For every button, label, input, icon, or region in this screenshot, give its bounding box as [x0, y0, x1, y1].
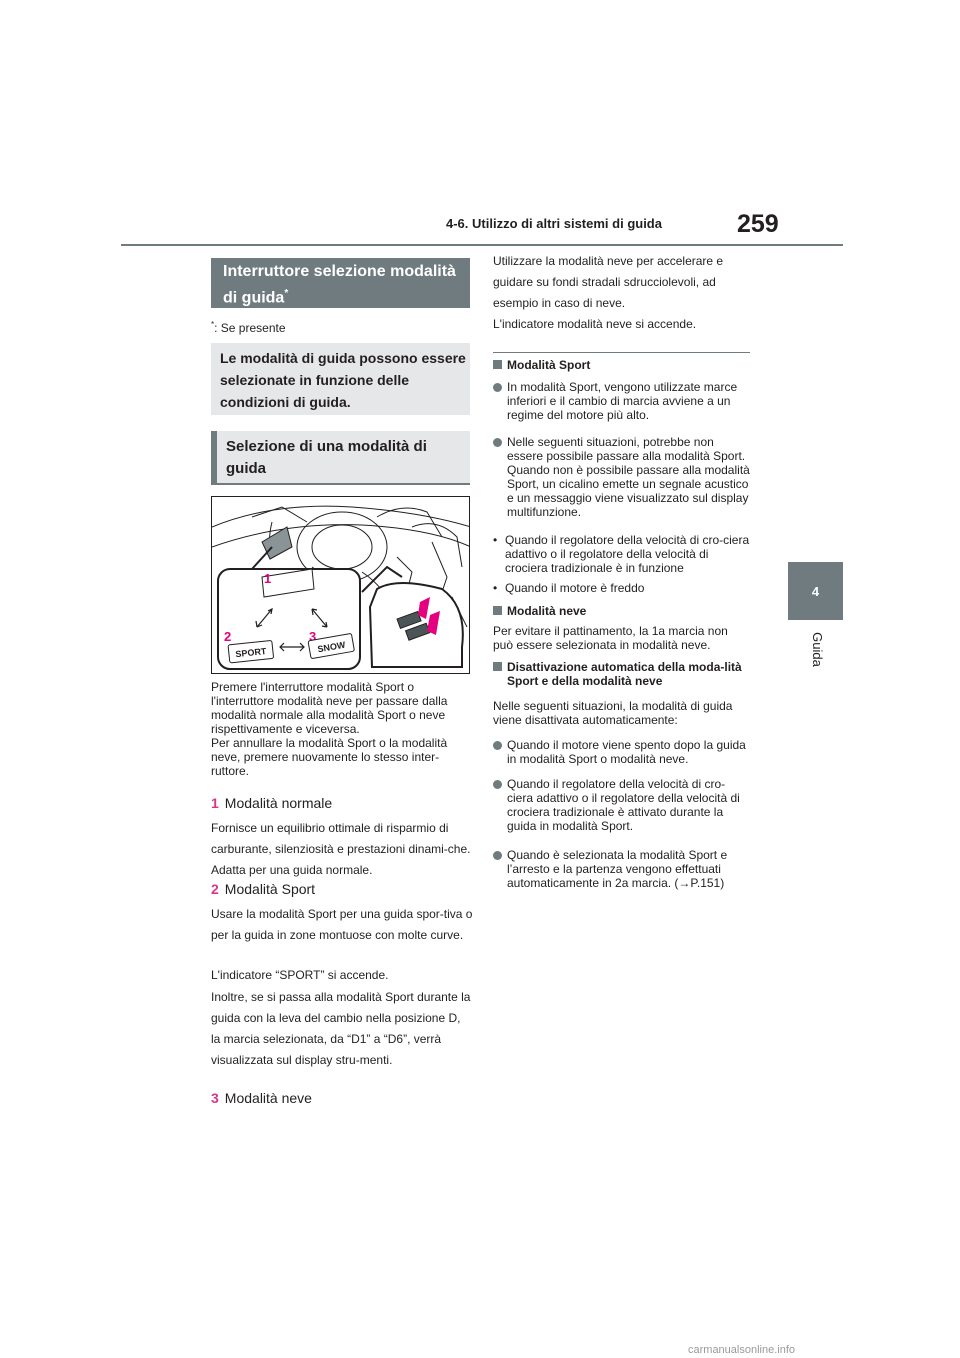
subheading-text: Selezione di una modalità di guida [226, 438, 427, 477]
auto-off-bullet-2: Quando il regolatore della velocità di cro-ciera adattivo o il regolatore della velocità di crociera tradizionale è attivato durante la guida in modalità Sport. [493, 777, 751, 833]
main-heading [211, 258, 470, 308]
subheading [211, 431, 470, 485]
page-reference-link[interactable]: →P.151 [678, 876, 721, 890]
chapter-label-wrap [780, 630, 850, 670]
snow-heading: Modalità neve [493, 604, 751, 618]
sport-bullet-1: In modalità Sport, vengono utilizzate marce inferiori e il cambio di marcia avviene a un regime del motore più alto. [493, 380, 751, 422]
auto-off-text: Nelle seguenti situazioni, la modalità di guida viene disattivata automaticamente: [493, 699, 733, 727]
chapter-label: Guida [809, 632, 825, 667]
section-title: 4-6. Utilizzo di altri sistemi di guida [446, 216, 662, 231]
switch-inset [370, 583, 463, 667]
cancel-text: Per annullare la modalità Sport o la modalità neve, premere nuovamente lo stesso inter-ruttore. [211, 736, 448, 778]
item-2-body2: L'indicatore “SPORT” si accende. [211, 968, 389, 982]
item-3-title: Modalità neve [224, 1090, 312, 1106]
item-3-heading [211, 1090, 312, 1106]
header-divider [121, 244, 843, 246]
sport-sub-1: • Quando il regolatore della velocità di cro-ciera adattivo o il regolatore della velocità di crociera tradizionale è in funzione [493, 533, 751, 575]
item-2-body: Usare la modalità Sport per una guida spor-tiva o per la guida in zone montuose con molte curve. [211, 907, 473, 942]
sport-sub-2: • Quando il motore è freddo [493, 581, 751, 595]
note-mark: * [211, 320, 215, 329]
sport-bullet-2: Nelle seguenti situazioni, potrebbe non essere possibile passare alla modalità Sport. Quando non è possibile passare alla modalità Sport, un cicalino emette un segnale acustico e un messaggio viene visualizzato sul display multifunzione. [493, 435, 751, 519]
snow-button-label: SNOW [316, 639, 347, 655]
item-2-title: Modalità Sport [224, 881, 316, 897]
main-heading-text: Interruttore selezione modalità di guida [223, 263, 456, 307]
item-2-number: 2 [211, 881, 219, 897]
chapter-tab [788, 562, 843, 620]
main-heading-mark: * [284, 288, 289, 299]
intro-text: Le modalità di guida possono essere selezionate in funzione delle condizioni di guida. [220, 350, 466, 410]
item-1-heading [211, 795, 332, 811]
item-2-heading [211, 881, 315, 897]
callout-1: 1 [264, 571, 272, 586]
press-text: Premere l'interruttore modalità Sport o l'interruttore modalità neve per passare dalla modalità normale alla modalità Sport o neve rispettivamente e viceversa. [211, 680, 448, 736]
note-text: : Se presente [214, 321, 286, 335]
press-instruction [211, 680, 473, 778]
snow-text: Per evitare il pattinamento, la 1a marcia non può essere selezionata in modalità neve. [493, 624, 728, 652]
item-1-body: Fornisce un equilibrio ottimale di risparmio di carburante, silenziosità e prestazioni dinami-che. Adatta per una guida normale. [211, 821, 471, 877]
auto-off-heading: Disattivazione automatica della moda-lità Sport e della modalità neve [493, 660, 751, 688]
intro-box [211, 343, 470, 415]
auto-off-bullet-3 [493, 848, 751, 890]
item-1-title: Modalità normale [224, 795, 333, 811]
page-number: 259 [737, 210, 779, 238]
item-3-body: Utilizzare la modalità neve per accelerare e guidare su fondi stradali sdrucciolevoli, ad esempio in caso di neve. [493, 254, 724, 310]
item-2-body3: Inoltre, se si passa alla modalità Sport durante la guida con la leva del cambio nella posizione D, la marcia selezionata, da “D1” a “D6”, verrà visualizzata sul display stru-menti. [211, 990, 471, 1067]
footer-watermark: carmanualsonline.info [688, 1344, 796, 1356]
callout-2: 2 [224, 629, 232, 644]
chapter-number: 4 [811, 583, 820, 599]
sport-button-label: SPORT [234, 646, 267, 660]
auto-off-bullet-1: Quando il motore viene spento dopo la guida in modalità Sport o modalità neve. [493, 738, 751, 766]
sport-heading: Modalità Sport [493, 358, 751, 372]
item-1-number: 1 [211, 795, 219, 811]
availability-note [211, 320, 286, 335]
item-3-number: 3 [211, 1090, 219, 1106]
auto-off-bullet-3-end: ) [720, 876, 725, 890]
dashboard-drawing [212, 497, 470, 674]
right-divider [493, 352, 750, 353]
item-3-body2: L'indicatore modalità neve si accende. [493, 317, 697, 331]
callout-3: 3 [309, 629, 317, 644]
auto-off-bullet-3-text: Quando è selezionata la modalità Sport e l’arresto e la partenza vengono effettuati automaticamente in 2a marcia. ( [507, 848, 728, 890]
drive-mode-illustration [211, 496, 470, 674]
